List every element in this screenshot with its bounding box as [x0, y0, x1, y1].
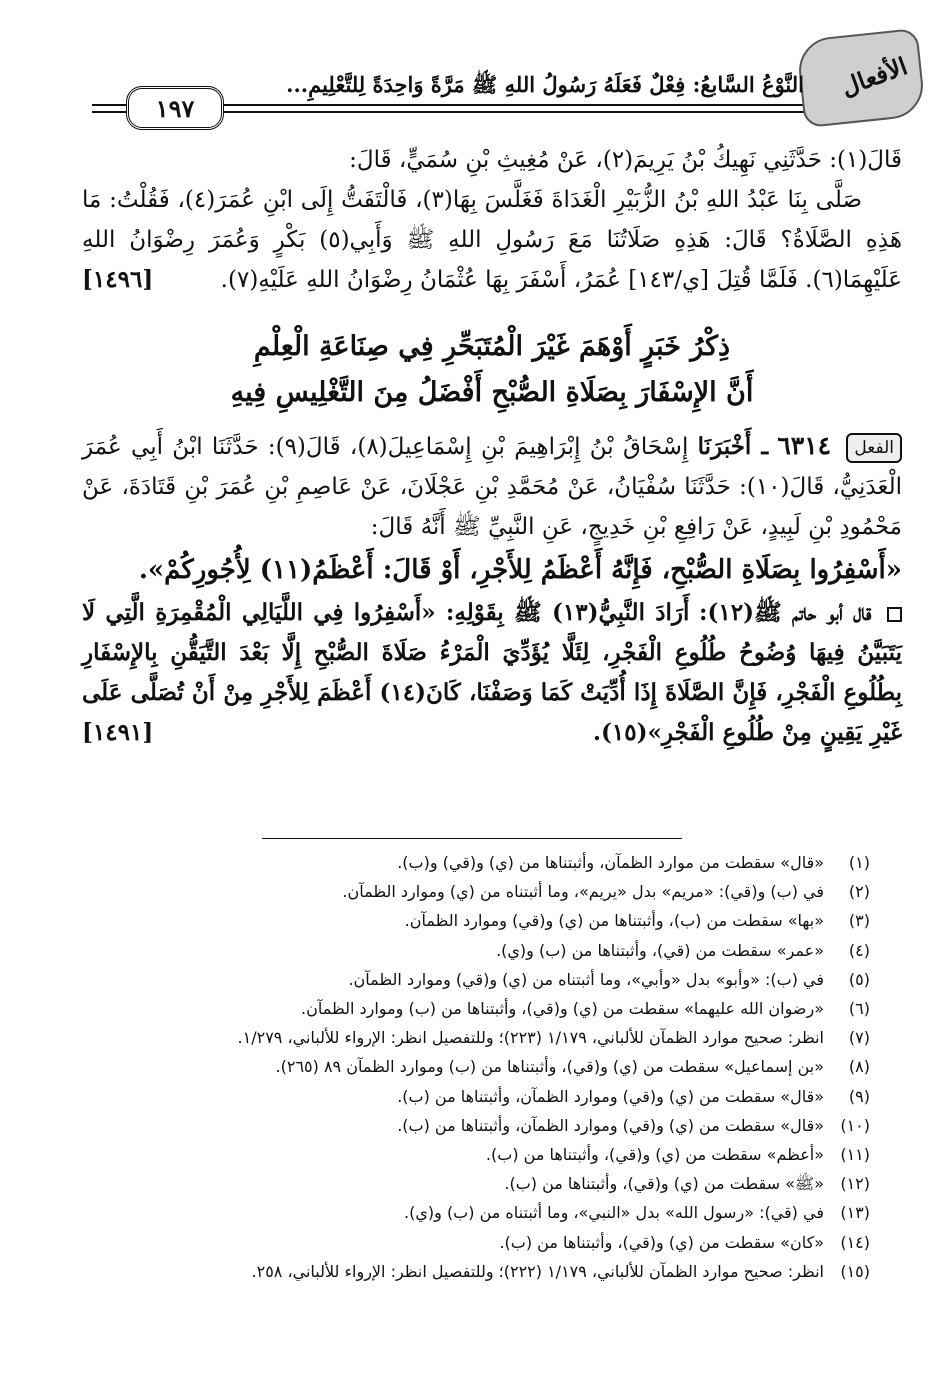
- footnote-text: انظر: صحيح موارد الظمآن للألباني، ١/١٧٩ (٢٢٢)؛ وللتفصيل انظر: الإرواء للألباني، ٢٥٨.: [251, 1261, 824, 1281]
- main-text: [82, 140, 902, 753]
- footnote: [70, 877, 870, 906]
- footnote-number: (١): [848, 853, 870, 872]
- square-marker-icon: [887, 607, 902, 622]
- footnote-number: (٦): [848, 999, 870, 1019]
- hadith-isnad: [82, 426, 902, 547]
- running-title: النَّوْعُ السَّابعُ: فِعْلٌ فَعَلَهُ رَسُولُ اللهِ ﷺ مَرَّةً وَاحِدَةً لِلتَّعْلِيمِ...: [286, 72, 804, 97]
- chapter-heading-line-1: ذِكْرُ خَبَرٍ أَوْهَمَ غَيْرَ الْمُتَبَحِّرِ فِي صِنَاعَةِ الْعِلْمِ: [253, 331, 731, 362]
- footnote-number: (٥): [848, 969, 870, 989]
- footnote-text: في (ب) و(قي): «مريم» بدل «يريم»، وما أثبتناه من (ي) وموارد الظمآن.: [342, 882, 824, 902]
- footnote-text: انظر: صحيح موارد الظمآن للألباني، ١/١٧٩ (٢٢٣)؛ وللتفصيل انظر: الإرواء للألباني، ١/٢٧٩.: [237, 1028, 824, 1048]
- footnote: [70, 965, 870, 994]
- footnote-text: «ﷺ» سقطت من (ي) و(قي)، وأثبتناها من (ب).: [504, 1174, 824, 1194]
- footnote-number: (١٢): [840, 1174, 870, 1194]
- footnote-text: «أعظم» سقطت من (ي) و(قي)، وأثبتناها من (ب).: [485, 1145, 824, 1165]
- narration-text: صَلَّى بِنَا عَبْدُ اللهِ بْنُ الزُّبَيْرِ الْغَدَاةَ فَغَلَّسَ بِهَا(٣)، فَالْتَفَتُّ إِلَى ابْنِ عُمَرَ(٤)، فَقُلْتُ: مَا هَذِهِ الصَّلَاةُ؟ قَالَ: هَذِهِ صَلَاتُنَا مَعَ رَسُولِ اللهِ ﷺ وَأَبِي(٥) بَكْرٍ وَعُمَرَ رِضْوَانُ اللهِ عَلَيْهِمَا(٦). فَلَمَّا قُتِلَ [ي/١٤٣] عُمَرُ، أَسْفَرَ بِهَا عُثْمَانُ رِضْوَانُ اللهِ عَلَيْهِ(٧).: [82, 187, 902, 293]
- footnote-text: في (قي): «رسول الله» بدل «النبي»، وما أثبتناه من (ب) و(ي).: [404, 1203, 824, 1223]
- footnote: [70, 1140, 870, 1169]
- footnote-text: «قال» سقطت من (ي) و(قي) وموارد الظمآن، وأثبتناها من (ب).: [397, 1086, 824, 1106]
- hadith-number: ٦٣١٤: [777, 431, 832, 460]
- chapter-heading: [82, 324, 902, 416]
- footnote: [70, 906, 870, 935]
- footnote-text: في (ب): «وأبو» بدل «وأبي»، وما أثبتناه من (ي) و(قي) وموارد الظمآن.: [348, 969, 824, 989]
- footnotes: [70, 848, 870, 1286]
- footnote-number: (٨): [848, 1057, 870, 1077]
- footnote: [70, 1228, 870, 1257]
- hadith-matn: «أَسْفِرُوا بِصَلَاةِ الصُّبْحِ، فَإِنَّهُ أَعْظَمُ لِلأَجْرِ، أَوْ قَالَ: أَعْظَمُ(١١) لِأُجُورِكُمْ».: [138, 555, 902, 585]
- footnote-text: «بها» سقطت من (ب)، وأثبتناها من (ي) و(قي) وموارد الظمآن.: [404, 911, 824, 931]
- cross-reference: [١٤٩٦]: [82, 266, 154, 293]
- footnote-number: (١١): [840, 1145, 870, 1165]
- cross-reference: [١٤٩١]: [82, 719, 154, 746]
- footnote-number: (١٥): [840, 1261, 870, 1281]
- footnote-number: (٢): [848, 882, 870, 902]
- section-badge-label: الأفعال: [836, 51, 911, 102]
- isnad-continuation: قَالَ(١): حَدَّثَنِي نَهِيكُ بْنُ يَرِيمَ(٢)، عَنْ مُغِيثِ بْنِ سُمَيٍّ، قَالَ:: [349, 147, 902, 173]
- footnote-number: (١٤): [840, 1232, 870, 1252]
- footnote: [70, 848, 870, 877]
- footnote: [70, 1023, 870, 1052]
- commentary-paragraph: [82, 593, 902, 753]
- footnote-divider: [262, 838, 682, 839]
- page-number: ١٩٧: [126, 86, 224, 130]
- footnote: [70, 1052, 870, 1081]
- footnote-text: «قال» سقطت من (ي) و(قي) وموارد الظمآن، وأثبتناها من (ب).: [397, 1115, 824, 1135]
- chapter-heading-line-2: أَنَّ الإِسْفَارَ بِصَلَاةِ الصُّبْحِ أَفْضَلُ مِنَ التَّغْلِيسِ فِيهِ: [230, 377, 754, 408]
- footnote-text: «كان» سقطت من (ي) و(قي)، وأثبتناها من (ب).: [499, 1232, 824, 1252]
- footnote: [70, 1082, 870, 1111]
- footnote-text: «قال» سقطت من موارد الظمآن، وأثبتناها من (ي) و(قي) و(ب).: [397, 853, 824, 872]
- footnote-text: «بن إسماعيل» سقطت من (ي) و(قي)، وأثبتناها من (ب) وموارد الظمآن ٨٩ (٢٦٥).: [275, 1057, 824, 1077]
- footnote: [70, 1169, 870, 1198]
- footnote: [70, 936, 870, 965]
- commentary-label: قال أبو حاتم ﷺ(١٢):: [699, 599, 872, 626]
- footnote-number: (٤): [848, 940, 870, 960]
- footnote-text: «رضوان الله عليهما» سقطت من (ي) و(قي)، وأثبتناها من (ب) وموارد الظمآن.: [301, 999, 824, 1019]
- akhbarana-label: ـ أَخْبَرَنَا: [697, 433, 769, 460]
- category-tag: الفعل: [846, 433, 902, 463]
- footnote-number: (٩): [848, 1086, 870, 1106]
- page-header: [82, 28, 922, 128]
- isnad-text: إِسْحَاقُ بْنُ إِبْرَاهِيمَ بْنِ إِسْمَاعِيلَ(٨)، قَالَ(٩): حَدَّثَنَا ابْنُ أَبِي عُمَرَ الْعَدَنِيُّ، قَالَ(١٠): حَدَّثَنَا سُفْيَانُ، عَنْ مُحَمَّدِ بْنِ عَجْلَانَ، عَنْ عَاصِمِ بْنِ عُمَرَ بْنِ قَتَادَةَ، عَنْ مَحْمُودِ بْنِ لَبِيدٍ، عَنْ رَافِعِ بْنِ خَدِيجٍ، عَنِ النَّبِيِّ ﷺ أَنَّهُ قَالَ:: [82, 434, 902, 540]
- footnote-number: (٧): [848, 1028, 870, 1048]
- footnote-number: (١٠): [840, 1115, 870, 1135]
- footnote-text: «عمر» سقطت من (قي)، وأثبتناها من (ب) و(ي).: [496, 940, 824, 960]
- footnote: [70, 1257, 870, 1286]
- footnote: [70, 1111, 870, 1140]
- narration-paragraph: [82, 180, 902, 300]
- commentary-text: أَرَادَ النَّبِيُّ(١٣) ﷺ بِقَوْلِهِ: «أَسْفِرُوا فِي اللَّيَالِي الْمُقْمِرَةِ الَّتِي لَا يَتَبَيَّنُ فِيهَا وُضُوحُ طُلُوعِ الْفَجْرِ، لِئَلَّا يُؤَدِّيَ الْمَرْءُ صَلَاةَ الصُّبْحِ إِلَّا بَعْدَ التَّيَقُّنِ بِالإِسْفَارِ بِطُلُوعِ الْفَجْرِ، فَإِنَّ الصَّلَاةَ إِذَا أُدِّيَتْ كَمَا وَصَفْنَا، كَانَ(١٤) أَعْظَمَ لِلأَجْرِ مِنْ أَنْ تُصَلَّى عَلَى غَيْرِ يَقِينٍ مِنْ طُلُوعِ الْفَجْرِ»(١٥).: [82, 599, 902, 746]
- footnote: [70, 994, 870, 1023]
- footnote: [70, 1198, 870, 1227]
- footnote-number: (٣): [848, 911, 870, 931]
- footnote-number: (١٣): [840, 1203, 870, 1223]
